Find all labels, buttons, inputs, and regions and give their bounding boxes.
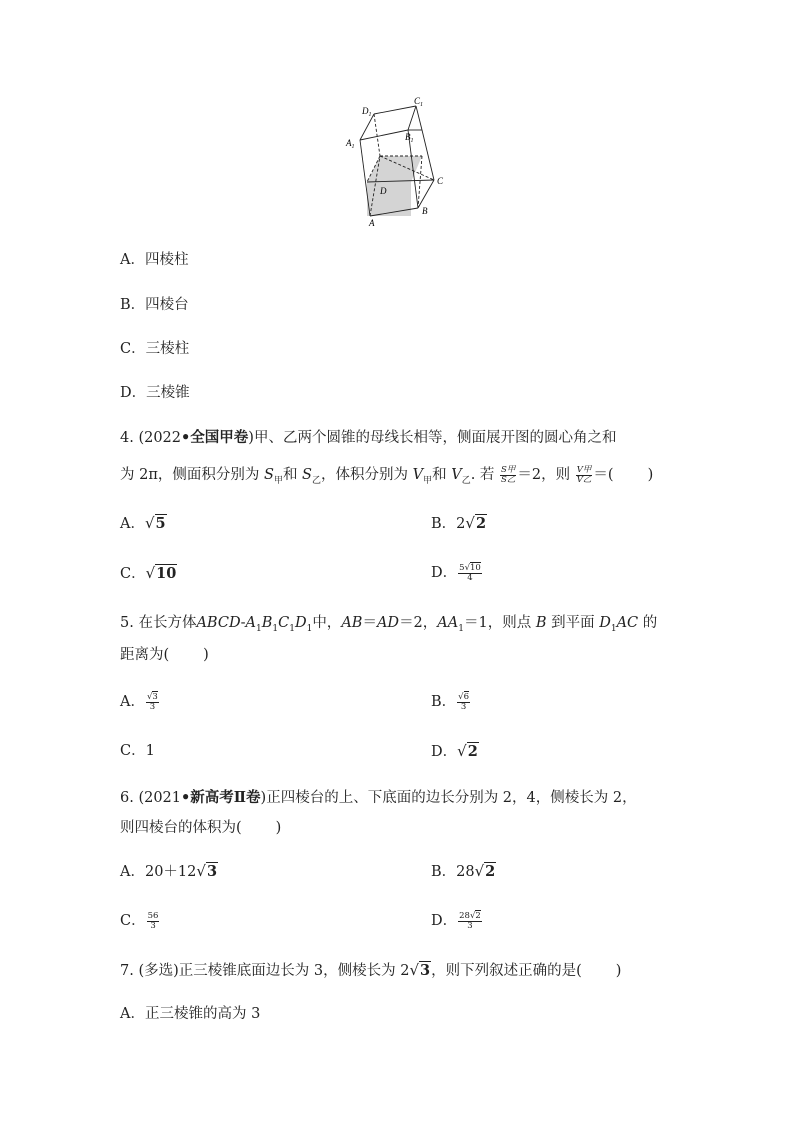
sub-jia: 甲: [423, 476, 433, 486]
q3-option-c: [120, 339, 189, 359]
shaded-face: [367, 182, 411, 216]
sqrt-sign: √: [465, 514, 475, 532]
radicand: 5: [155, 515, 166, 532]
sub: 1: [610, 624, 617, 634]
var: S: [501, 474, 507, 485]
coef: 5: [459, 562, 465, 573]
option-letter: B．: [431, 694, 457, 710]
option-text: 正三棱锥的高为 3: [144, 1006, 261, 1022]
sub: 甲: [506, 464, 516, 475]
label-b: B: [422, 206, 428, 216]
source-open: (2021: [138, 790, 182, 806]
sub: 1: [289, 624, 295, 634]
option-letter: D．: [431, 565, 458, 581]
frac-num: 28√2: [459, 910, 481, 921]
fraction-v: [576, 466, 593, 485]
source-close: ): [260, 790, 267, 806]
frac-den: [500, 476, 516, 485]
question-text: ，则下列叙述正确的是(: [431, 963, 582, 979]
frac-den: 3: [149, 701, 156, 712]
q6-option-c: [120, 911, 160, 931]
text-seg: ＝1，则点: [463, 615, 532, 631]
text-he: 和: [432, 467, 447, 483]
text-ruo: . 若: [470, 467, 495, 483]
q3-option-a: [120, 250, 188, 270]
edge-a1b1: [360, 130, 408, 140]
source-name: 新高考Ⅱ卷: [190, 789, 261, 806]
label-c1: $C_1$: [414, 96, 424, 108]
fraction: [458, 564, 482, 583]
fraction: [458, 912, 482, 931]
radicand: 2: [485, 863, 496, 880]
text-seg: 在长方体: [138, 615, 197, 631]
option-text: 三棱柱: [145, 341, 190, 357]
fraction: [147, 912, 160, 931]
edge-c1c: [422, 130, 434, 180]
q5-option-d: [431, 741, 479, 762]
radicand: 10: [156, 565, 177, 582]
var: A: [245, 615, 256, 631]
sqrt: [409, 960, 431, 981]
var: AA: [437, 615, 459, 631]
text-paren: ＝(: [593, 467, 614, 483]
question-number: 6.: [120, 790, 134, 806]
q5-option-a: [120, 692, 160, 712]
text-seg: 到平面: [551, 615, 595, 631]
q4-line1: [120, 428, 616, 448]
question-text: 正三棱锥底面边长为 3，侧棱长为 2: [178, 963, 410, 979]
radicand: 6: [463, 691, 469, 702]
sub-yi: 乙: [311, 476, 321, 486]
edge-a1a: [360, 140, 370, 216]
label-d1: $D_1$: [362, 106, 372, 118]
edge-c1b1r: [416, 106, 422, 130]
var-v: V: [451, 467, 462, 483]
sqrt-sign: √: [145, 564, 156, 582]
text-close: ): [203, 647, 209, 663]
text-close: ): [647, 467, 654, 483]
q6-line1: [120, 788, 637, 808]
frac-num: 5√10: [459, 562, 481, 573]
source-dot: •: [181, 429, 191, 446]
q7-option-a: [120, 1004, 260, 1024]
label-a: A: [369, 218, 375, 228]
q6-option-a: [120, 861, 218, 882]
frac-num: 56: [147, 910, 159, 921]
var: D: [294, 615, 307, 631]
var-s: S: [263, 467, 274, 483]
sqrt: [145, 513, 167, 534]
option-letter: C．: [120, 566, 146, 582]
radicand: 10: [469, 562, 481, 573]
question-text: 正四棱台的上、下底面的边长分别为 2，4，侧棱长为 2，: [266, 790, 637, 806]
edge-d1d-hidden: [374, 114, 380, 156]
label-b1: $B_1$: [405, 132, 414, 144]
q4-option-c: [120, 563, 177, 584]
source-dot: •: [181, 789, 191, 806]
sqrt: [465, 513, 487, 534]
radicand: 2: [467, 743, 478, 760]
var-s: S: [302, 467, 312, 483]
question-text: 甲、乙两个圆锥的母线长相等，侧面展开图的圆心角之和: [253, 430, 617, 446]
option-letter: C．: [120, 913, 146, 929]
option-letter: B．: [120, 297, 146, 313]
q6-option-d: [431, 911, 483, 931]
fraction-s: [500, 466, 516, 485]
var: D: [599, 615, 611, 631]
frac-den: 3: [460, 701, 467, 712]
frac-num: √6: [458, 691, 469, 702]
option-text: 三棱锥: [146, 385, 190, 401]
coef: 28: [456, 864, 475, 880]
sub: 乙: [506, 474, 516, 485]
fraction: [146, 693, 159, 712]
edge-d1c1: [374, 106, 416, 114]
q4-option-b: [431, 513, 487, 534]
sqrt: [457, 741, 479, 762]
var: C: [278, 615, 290, 631]
q5-line1: [120, 613, 657, 635]
q5-line2: [120, 645, 209, 665]
source-close: ): [248, 430, 254, 446]
q7-line1: [120, 960, 621, 981]
question-number: 5.: [120, 615, 134, 631]
multi-select-tag: (多选): [138, 963, 179, 979]
frac-num: √3: [146, 691, 158, 702]
eq: ＝: [362, 615, 377, 631]
var: S: [501, 464, 507, 475]
text-seg: 则四棱台的体积为(: [120, 820, 242, 836]
var: B: [535, 615, 547, 631]
var: AD: [376, 615, 400, 631]
coef: 28: [459, 910, 470, 921]
option-letter: B．: [431, 516, 457, 532]
option-letter: A．: [120, 864, 145, 880]
label-c: C: [437, 176, 444, 186]
radicand: 3: [206, 863, 218, 880]
q5-option-b: [431, 692, 471, 712]
text-he: 和: [282, 467, 298, 483]
option-letter: A．: [120, 1006, 145, 1022]
label-d: D: [380, 186, 387, 196]
sqrt: [146, 563, 178, 584]
q4-option-d: [431, 563, 483, 583]
radicand: 2: [475, 515, 487, 532]
fraction: [457, 693, 470, 712]
q3-option-b: [120, 295, 189, 315]
sqrt-sign: √: [457, 742, 467, 760]
radicand: 3: [420, 962, 431, 979]
var-abcd: ABCD: [196, 615, 241, 631]
edge-bc: [418, 180, 434, 208]
option-text: 四棱台: [145, 297, 189, 313]
q4-line2: [120, 465, 653, 487]
sqrt-sign: √: [409, 961, 420, 979]
frac-den: [576, 476, 593, 485]
text-seg: ，体积分别为: [321, 467, 408, 483]
q6-line2: [120, 818, 281, 838]
text-eq: ＝2，则: [517, 467, 571, 483]
sub-jia: 甲: [273, 476, 283, 486]
option-letter: D．: [120, 385, 147, 401]
q5-option-c: [120, 741, 155, 761]
option-letter: C．: [120, 743, 146, 759]
text-seg: ＝2，: [399, 615, 438, 631]
frac-den: 4: [467, 572, 473, 583]
option-letter: D．: [431, 744, 458, 760]
sub: 甲: [582, 464, 592, 475]
text-seg: 中，: [312, 615, 342, 631]
frac-den: 3: [150, 920, 156, 931]
q6-option-b: [431, 861, 496, 882]
radicand: 3: [152, 691, 158, 702]
q3-option-d: [120, 383, 190, 403]
frac-den: 3: [467, 920, 473, 931]
option-letter: B．: [431, 864, 457, 880]
var: AC: [616, 615, 639, 631]
source-open: (2022: [138, 430, 182, 446]
text-close: ): [615, 963, 622, 979]
option-text: 1: [145, 743, 155, 759]
coef: 2: [456, 516, 466, 532]
dash: -: [240, 615, 246, 631]
option-text: 四棱柱: [144, 252, 189, 268]
var: AB: [341, 615, 363, 631]
sub: 1: [306, 624, 313, 634]
text-seg: 的: [642, 615, 658, 631]
q4-option-a: [120, 513, 167, 534]
sub: 1: [458, 624, 464, 634]
var: V: [576, 474, 583, 485]
option-letter: A．: [120, 516, 145, 532]
sub-yi: 乙: [461, 476, 471, 486]
box-figure: [340, 96, 450, 228]
option-letter: A．: [120, 252, 145, 268]
var: V: [576, 464, 583, 475]
sqrt-sign: √: [474, 862, 485, 880]
option-letter: A．: [120, 694, 145, 710]
var: B: [261, 615, 273, 631]
source-name: 全国甲卷: [190, 429, 249, 446]
question-number: 4.: [120, 430, 134, 446]
label-a1: $A_1$: [346, 138, 355, 150]
edge-c1b1: [408, 106, 416, 130]
text-seg: 距离为(: [120, 647, 170, 663]
box-diagram-svg: [340, 96, 450, 228]
sub: 1: [272, 624, 279, 634]
radicand: 2: [475, 910, 481, 921]
sub: 乙: [582, 474, 592, 485]
option-letter: D．: [431, 913, 458, 929]
sqrt-sign: √: [144, 514, 155, 532]
sqrt: [196, 861, 218, 882]
edge-d1a1: [360, 114, 374, 140]
var-v: V: [412, 467, 424, 483]
question-number: 7.: [120, 963, 134, 979]
option-letter: C．: [120, 341, 146, 357]
sub: 1: [255, 624, 262, 634]
sqrt-sign: √: [196, 862, 206, 880]
text-seg: 为 2π，侧面积分别为: [120, 467, 260, 483]
sqrt: [475, 861, 497, 882]
option-text: 20＋12: [144, 864, 197, 880]
text-close: ): [275, 820, 282, 836]
